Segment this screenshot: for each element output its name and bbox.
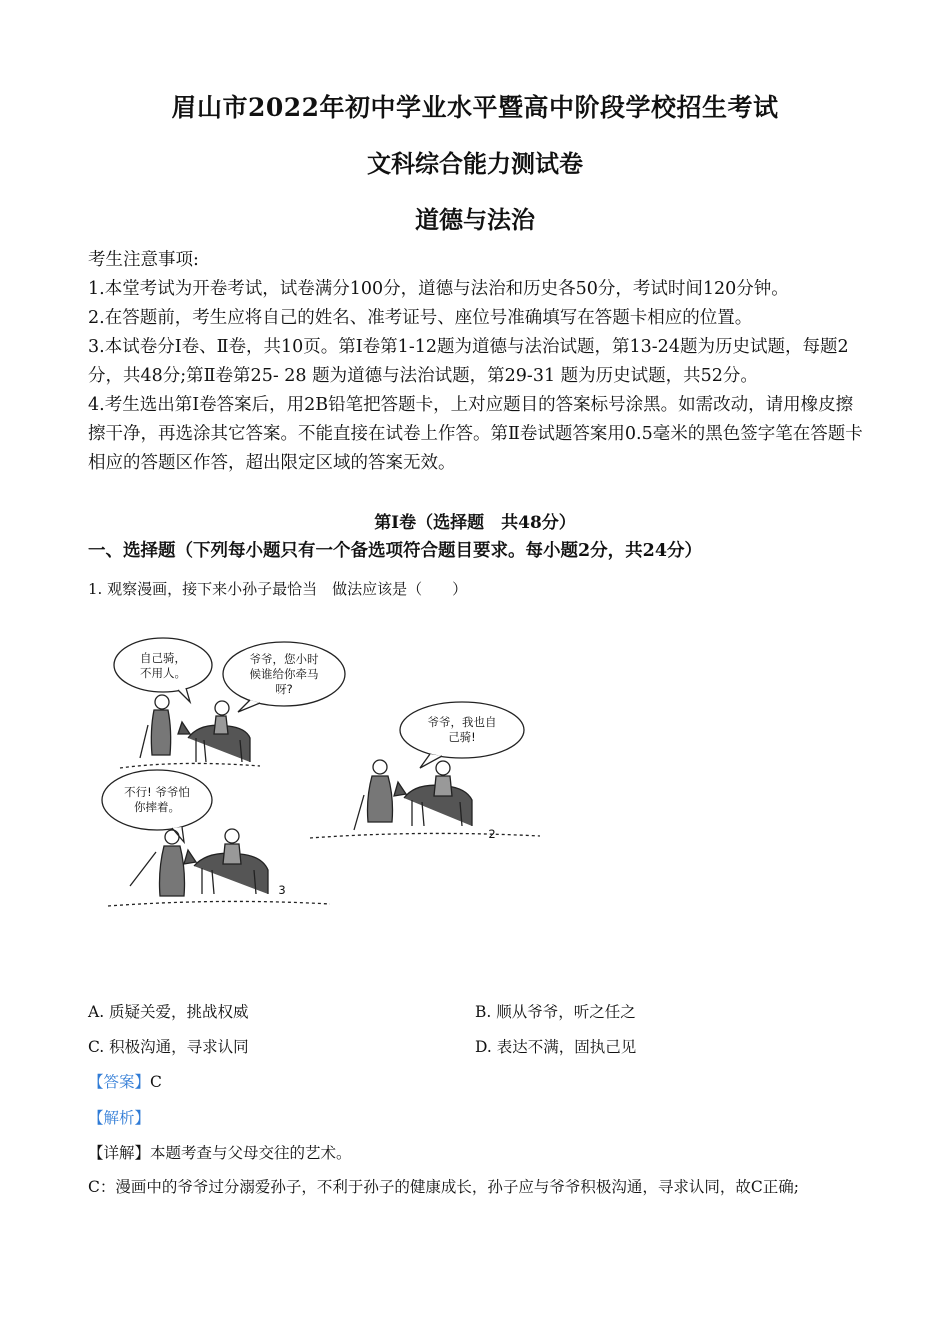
notice-item: 2.在答题前，考生应将自己的姓名、准考证号、座位号准确填写在答题卡相应的位置。 xyxy=(88,308,753,328)
panel-number: 3 xyxy=(278,883,286,897)
option-b: B. 顺从爷爷，听之任之 xyxy=(475,1003,636,1021)
panel-2-figures xyxy=(310,760,540,838)
exam-title: 眉山市2022年初中学业水平暨高中阶段学校招生考试 xyxy=(171,93,779,122)
bubble-1-text-line: 不用人。 xyxy=(140,666,186,680)
speech-bubble-1 xyxy=(114,638,212,692)
analysis-label: 【解析】 xyxy=(88,1109,151,1127)
bubble-2-text-line: 呀? xyxy=(275,682,293,696)
section-title: 第Ⅰ卷（选择题 共48分） xyxy=(374,513,576,533)
bubble-2-text-line: 候谁给你牵马 xyxy=(249,667,319,681)
part-heading: 一、选择题（下列每小题只有一个备选项符合题目要求。每小题2分，共24分） xyxy=(88,541,703,561)
bubble-2-text-line: 爷爷，您小时 xyxy=(249,652,319,666)
notice-heading: 考生注意事项: xyxy=(88,250,199,270)
panel-number: 2 xyxy=(488,827,496,841)
option-d: D. 表达不满，固执己见 xyxy=(475,1038,637,1056)
option-a: A. 质疑关爱，挑战权威 xyxy=(88,1003,249,1021)
notice-item: 4.考生选出第Ⅰ卷答案后，用2B铅笔把答题卡，上对应题目的答案标号涂黑。如需改动，请用橡皮擦擦干净，再选涂其它答案。不能直接在试卷上作答。第Ⅱ卷试题答案用0.5毫米的黑色签字笔在答题卡相应的答题区作答，超出限定区域的答案无效。 xyxy=(88,395,863,473)
option-c: C. 积极沟通，寻求认同 xyxy=(88,1038,249,1056)
answer-value: C xyxy=(150,1073,162,1091)
bubble-1-text-line: 自己骑， xyxy=(140,651,186,665)
detail-line: 【详解】本题考查与父母交往的艺术。 xyxy=(88,1144,352,1162)
bubble-3-text-line: 己骑! xyxy=(448,730,476,744)
answer-label: 【答案】 xyxy=(88,1073,151,1091)
panel-3-figures xyxy=(108,829,330,906)
bubble-3-text-line: 爷爷，我也自 xyxy=(427,715,497,729)
panel-1-figures xyxy=(120,695,260,768)
notice-item: 1.本堂考试为开卷考试，试卷满分100分，道德与法治和历史各50分，考试时间120分钟。 xyxy=(88,279,789,299)
comic-illustration xyxy=(100,630,550,915)
explanation-line: C：漫画中的爷爷过分溺爱孙子，不利于孙子的健康成长，孙子应与爷爷积极沟通，寻求认同，故C正确; xyxy=(88,1178,799,1196)
subject-title: 道德与法治 xyxy=(415,205,535,234)
exam-subtitle: 文科综合能力测试卷 xyxy=(367,149,583,178)
answer-line xyxy=(88,1070,162,1092)
bubble-4-text-line: 不行! 爷爷怕 xyxy=(124,785,190,799)
notice-item: 3.本试卷分Ⅰ卷、Ⅱ卷，共10页。第Ⅰ卷第1-12题为道德与法治试题，第13-24题为历史试题，每题2分，共48分;第Ⅱ卷第25- 28 题为道德与法治试题，第29-31 题为历史试题，共52分。 xyxy=(88,337,849,386)
exam-notice xyxy=(88,246,868,478)
question-stem: 1. 观察漫画，接下来小孙子最恰当 做法应该是（ ） xyxy=(88,580,468,598)
bubble-4-text-line: 你摔着。 xyxy=(134,800,180,814)
